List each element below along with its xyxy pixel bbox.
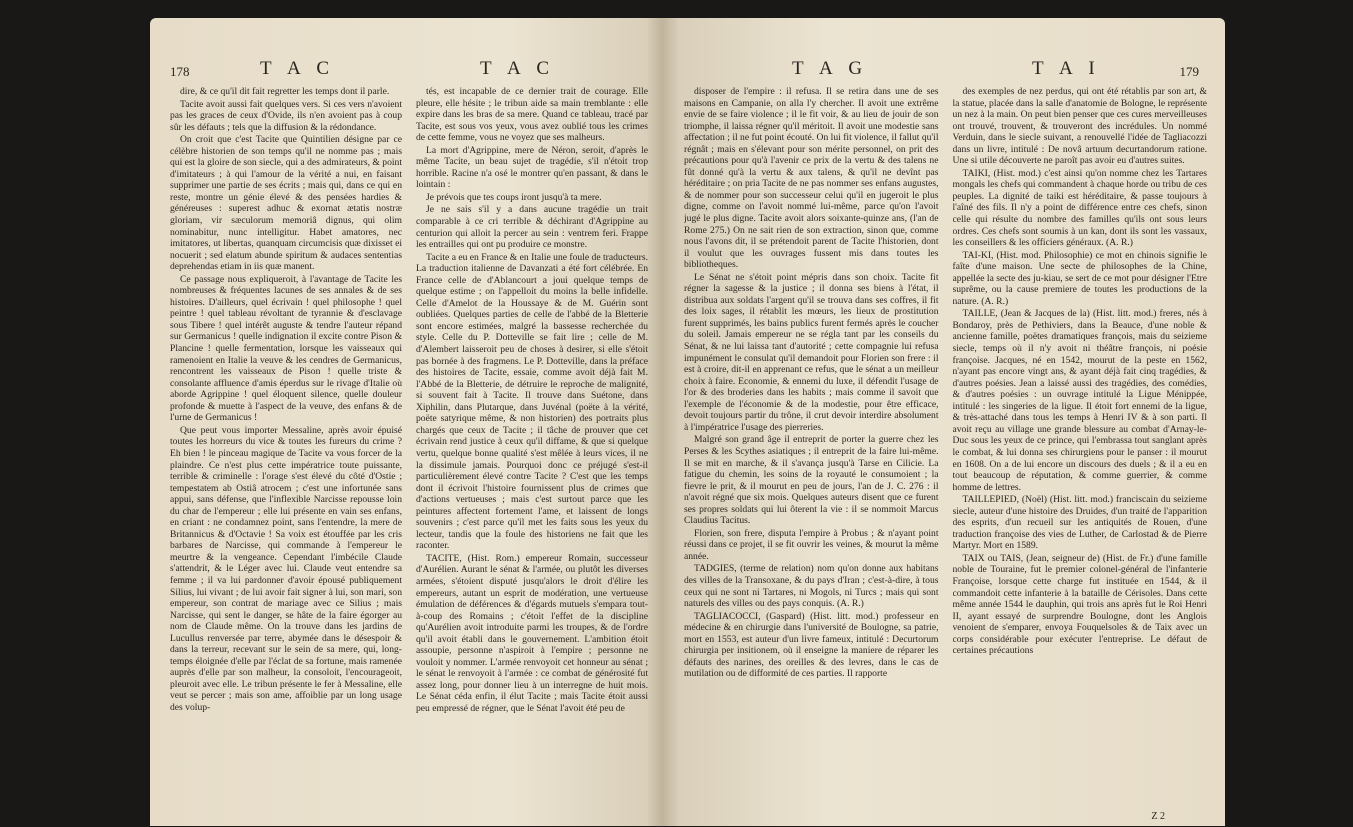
paragraph: Le Sénat ne s'étoit point mépris dans son choix. Tacite fit régner la sagesse & la justice ; il donna ses biens à l'état, il distribua aux soldats l'argent qu'il se trouva dans ses coffres, il fit des loix sages, il rétablit les mœurs, les lieux de prostitution furent supprimés, les bains publics furent fermés après le coucher du soleil. Jamais empereur ne se régla tant par les conseils du Sénat, & ne lui laissa tant d'autorité ; cette compagnie lui refusa impunément le consulat qu'il demandoit pour Florien son frere : il est à croire, dit-il en apprenant ce refus, que le sénat a un meilleur choix à faire. Economie, & ennemi du luxe, il défendit l'usage de l'or & des broderies dans les habits ; mais comme il savoit que l'exemple de l'économie & de la modestie, pour être efficace, devoit toujours partir du trône, il crut devoir interdire absolument à l'impératrice l'usage des pierreries. bbox=[684, 271, 939, 433]
paragraph: TAGLIACOCCI, (Gaspard) (Hist. litt. mod.) professeur en médecine & en chirurgie dans l'université de Boulogne, sa patrie, mort en 1553, est auteur d'un livre fameux, intitulé : Decurtorum chirurgia per insitionem, où il enseigne la maniere de réparer les défauts des narines, des oreilles & des levres, dans le cas de mutilation ou de difformité de ces parties. Il rapporte bbox=[684, 610, 939, 680]
right-page-number: 179 bbox=[1179, 64, 1199, 79]
paragraph: TAIX ou TAIS, (Jean, seigneur de) (Hist. de Fr.) d'une famille noble de Touraine, fut le premier colonel-général de l'infanterie Françoise, lorsque cette charge fut instituée en 1544, & il commandoit cette infanterie à la bataille de Cérisoles. Dans cette même année 1544 le dauphin, qui trois ans après fut le Roi Henri II, ayant essayé de surprendre Boulogne, dont les Anglois venoient de s'emparer, envoya Fouquelsoles & de Taix avec un corps considérable pour exécuter l'entreprise. Le défaut de certaines précautions bbox=[952, 552, 1207, 657]
left-page bbox=[150, 18, 662, 826]
right-column-1 bbox=[684, 86, 939, 816]
paragraph: TAIKI, (Hist. mod.) c'est ainsi qu'on nomme chez les Tartares mongals les chefs qui commandent à chaque horde ou tribu de ces peuples. La dignité de taiki est héréditaire, & passe toujours à l'aîné des fils. Il n'y a point de différence entre ces chefs, sinon celle qui résulte du nombre des familles qu'ils ont sous leurs ordres. Ces chefs sont soumis à un kan, dont ils sont les vassaux, les conseillers & les officiers généraux. (A. R.) bbox=[952, 167, 1207, 249]
left-column-1 bbox=[170, 86, 402, 816]
paragraph: TAILLE, (Jean & Jacques de la) (Hist. litt. mod.) freres, nés à Bondaroy, près de Pethiviers, dans la Beauce, d'une noble & ancienne famille, poëtes dramatiques françois, mais du seizieme siecle, temps où il n'y avoit ni théâtre françois, ni poésie françoise. Jacques, né en 1542, mourut de la peste en 1562, n'ayant pas encore vingt ans, & ayant déjà fait cinq tragédies, & d'autres poésies. Jean a laissé aussi des tragédies, des comédies, & d'autres poésies : un ouvrage intitulé la Ligue Ménippée, intitulé : les singeries de la ligue. Il étoit fort ennemi de la ligue, & très-attaché dans tous les temps à Henri IV & à son parti. Il avoit reçu au village une grande blessure au combat d'Arnay-le-Duc sous les yeux de ce prince, qui l'embrassa tout sanglant après le combat, & lui donna ses chirurgiens pour le panser : il mourut en 1608. On a de lui encore un discours des duels ; & il a eu en tout beaucoup de réputation, & comme guerrier, & comme homme de lettres. bbox=[952, 308, 1207, 493]
paragraph: TADGIES, (terme de relation) nom qu'on donne aux habitans des villes de la Transoxane, & du pays d'Iran ; c'est-à-dire, à tous ceux qui ne sont ni Tartares, ni Mogols, ni Turcs ; mais qui sont naturels des villes ou des pays conquis. (A. R.) bbox=[684, 563, 939, 610]
paragraph: TAILLEPIED, (Noël) (Hist. litt. mod.) franciscain du seizieme siecle, auteur d'une histoire des Druides, d'un traité de l'apparition des esprits, d'un recueil sur les antiquités de Rouen, d'une traduction françoise des vies de Luther, de Carlostad & de Pierre Martyr. Mort en 1589. bbox=[952, 494, 1207, 552]
right-running-head bbox=[662, 58, 1225, 82]
paragraph: Ce passage nous expliqueroit, à l'avantage de Tacite les nombreuses & fréquentes lacunes de ses annales & de ses histoires. D'ailleurs, quel écrivain ! quel philosophe ! quel peintre ! quel tableau révoltant de tyrannie & d'esclavage sous Tibere ! quel intérêt auguste & tendre l'auteur répand sur Germanicus ! quelle indignation il excite contre Pison & Plancine ! quelle fermentation, lorsque les vaisseaux qui ramenoient en Italie la veuve & les cendres de Germanicus, rencontrent les vaisseaux de Pison ! quelle triste & consolante affluence d'amis éperdus sur le rivage d'Italie où aborde Agrippine ! quel éloquent silence, quelle douleur profonde & muette à l'aspect de la veuve, des enfans & de l'urne de Germanicus ! bbox=[170, 273, 402, 424]
signature-mark: Z 2 bbox=[1151, 811, 1165, 822]
paragraph: La mort d'Agrippine, mere de Néron, seroit, d'après le même Tacite, un beau sujet de tragédie, s'il n'étoit trop horrible. Racine n'a osé le montrer qu'en passant, & dans le lointain : bbox=[416, 144, 648, 191]
paragraph: TAI-KI, (Hist. mod. Philosophie) ce mot en chinois signifie le faîte d'une maison. Une secte de philosophes de la Chine, appellée la secte des ju-kiau, se sert de ce mot pour désigner l'Etre suprême, ou la cause premiere de toutes les productions de la nature. (A. R.) bbox=[952, 249, 1207, 307]
paragraph: disposer de l'empire : il refusa. Il se retira dans une de ses maisons en Campanie, on alla l'y chercher. Il avoit une extrême envie de se faire violence ; il le fit voir, & au lieu de jouir de son triomphe, il laissa régner qu'il méritoit. Il avoit une modestie sans affectation ; il ne fut point écouté. On lui fit violence, il fallut qu'il régnât ; mais en s'élevant pour son mérite personnel, on prit des précautions pour qu'à l'avenir ce prix de la vertu & des talens ne fût donné qu'à la vertu & aux talens, & qu'il ne devînt pas héréditaire ; on pria Tacite de ne pas nommer ses enfans augustes, & de nommer pour son successeur celui qu'il en jugeroit le plus digne, comme on l'avoit nommé lui-même, parce qu'on l'avoit jugé le plus digne. Tacite avoit alors soixante-quinze ans, (l'an de Rome 275.) On ne sait rien de son extraction, sinon que, comme nous l'avons dit, il se prétendoit parent de Tacite l'historien, dont il voulut que les ouvrages fussent mis dans toutes les bibliotheques. bbox=[684, 86, 939, 271]
left-column-2 bbox=[416, 86, 648, 816]
right-head-word-right: T A I bbox=[1032, 58, 1101, 79]
paragraph: Je prévois que tes coups iront jusqu'à ta mere. bbox=[426, 191, 602, 203]
book-spread bbox=[150, 18, 1225, 826]
left-head-word-2: T A C bbox=[480, 58, 556, 79]
right-page bbox=[662, 18, 1225, 826]
paragraph: tés, est incapable de ce dernier trait de courage. Elle pleure, elle hésite ; le tribun aide sa main tremblante : elle expire dans les bras de sa mere. Quand ce tableau, tracé par Tacite, est sous vos yeux, vous avez oublié tous les crimes de cette femme, vous ne voyez que ses malheurs. bbox=[416, 86, 648, 144]
paragraph: Que peut vous importer Messaline, après avoir épuisé toutes les horreurs du vice & toutes les fureurs du crime ? Eh bien ! le pinceau magique de Tacite va vous forcer de la plaindre. Ce n'est plus cette impératrice toute puissante, terrible & criminelle : l'orage s'est élevé du côté d'Ostie ; tempestatem ab Ostiâ atrocem ; c'est une infortunée sans appui, sans défense, que l'inflexible Narcisse repousse loin du char de l'empereur ; elle lui présente en vain ses enfans, en criant : ne condamnez point, sans l'entendre, la mere de Britannicus & d'Octavie ! Sa voix est étouffée par les cris barbares de Narcisse, qui commande à l'empereur le meurtre & la vengeance. Cependant l'imbécile Claude s'attendrit, & le Léger avec lui. Claude veut entendre sa femme ; il va lui pardonner d'avoir épousé publiquement Silius, lui vivant ; de lui avoir fait signer à lui, son mari, son empereur, son contrat de mariage avec ce Silius ; mais Narcisse, qui sent le danger, se hâte de la faire égorger au nom de Claude même. On la trouve dans les jardins de Lucullus renversée par terre, abymée dans le désespoir & dans la terreur, recevant sur le sein de sa mere, qui, long-temps éloignée d'elle par l'éclat de sa fortune, mais ramenée auprès d'elle par son malheur, la consoloit, l'encourageoit, pleuroit avec elle. Le tribun présente le fer à Messaline, elle veut se percer ; mais son ame, affoiblie par un long usage des volup- bbox=[170, 424, 402, 713]
paragraph: TACITE, (Hist. Rom.) empereur Romain, successeur d'Aurélien. Aurant le sénat & l'armée, ou plutôt les diverses armées, s'étoient disputé jusqu'alors le droit d'élire les empereurs, autant un esprit de modération, une vertueuse émulation de déférences & d'égards mutuels s'empara tout-à-coup des Romains ; c'étoit l'effet de la discipline qu'Aurélien avoit introduite parmi les troupes, & de l'ordre qu'il avoit établi dans le gouvernement. L'ambition étoit assoupie, personne n'aspiroit à l'empire ; personne ne vouloit y nommer. L'armée renvoyoit cet honneur au sénat ; le sénat le renvoyoit à l'armée : ce combat de générosité fut assez long, pour donner lieu à un interregne de huit mois. Le Sénat céda enfin, il élut Tacite ; mais Tacite étoit aussi peu empressé de régner, que le Sénat l'avoit été peu de bbox=[416, 552, 648, 714]
paragraph: On croit que c'est Tacite que Quintilien désigne par ce célèbre historien de son temps qu'il ne nomme pas ; mais qui est la gloire de son siecle, qui a des admirateurs, & point d'imitateurs ; à qui l'amour de la vérité a nui, en faisant supprimer une partie de ses écrits ; mais qui, dans ce qui en reste, montre un génie élevé & des pensées hardies & généreuses : superest adhuc & exornat ætatis nostræ gloriam, vir sæculorum memoriâ dignus, qui olim nominabitur, nunc intelligitur. Habet amatores, nec imitatores, ut libertas, quanquam circumcisis quæ dixisset ei nocuerit ; sed elatum abunde spiritum & audaces sententias deprehendas etiam in iis quæ manent. bbox=[170, 134, 402, 273]
paragraph: Tacite avoit aussi fait quelques vers. Si ces vers n'avoient pas les graces de ceux d'Ovide, ils n'en avoient pas à coup sûr les défauts ; tels que la diffusion & la rédondance. bbox=[170, 98, 402, 133]
left-running-head bbox=[150, 58, 662, 82]
paragraph: dire, & ce qu'il dit fait regretter les temps dont il parle. bbox=[180, 86, 390, 97]
paragraph: Tacite a eu en France & en Italie une foule de traducteurs. La traduction italienne de Davanzati a été fort célébrée. En France celle de d'Ablancourt a joui quelque temps de quelque estime ; on l'appelloit du moins la belle infidelle. Celle d'Amelot de la Houssaye & de M. Guérin sont oubliées. Quelques parties de celle de l'abbé de la Bletterie sont encore estimées, malgré la bassesse recherchée du style. Celle du P. Dotteville se fait lire ; celle de M. d'Alembert laisseroit peu de choses à desirer, si elle s'étoit pas bornée à des fragmens. Le P. Dotteville, dans la préface des histoires de Tacite, essaie, comme avoit déjà fait M. l'Abbé de la Bletterie, de détruire le reproche de malignité, si souvent fait à Tacite. Il trouve dans Suétone, dans Xiphilin, dans Plutarque, dans Juvénal (poëte à la vérité, poëte satyrique même, & non historien) des portraits plus chargés que ceux de Tacite ; il tâche de prouver que cet écrivain rend justice à ceux qu'il diffame, & que si quelque vertu, quelque bonne qualité s'est mêlée à leurs vices, il ne la dissimule jamais. Pourquoi donc ce préjugé s'est-il particulièrement élevé contre Tacite ? C'est que les temps dont il écrivoit l'histoire fournissent plus de crimes que d'actions vertueuses ; mais c'est surtout parce que les peintures affectent fortement l'ame, et laissent de longs souvenirs ; c'est parce qu'il met les faits sous les yeux du lecteur, tandis que la foule des historiens ne fait que les raconter. bbox=[416, 251, 648, 552]
paragraph: Florien, son frere, disputa l'empire à Probus ; & n'ayant point réussi dans ce projet, il se fit ouvrir les veines, & mourut la même année. bbox=[684, 527, 939, 562]
right-column-2 bbox=[953, 86, 1208, 816]
paragraph: Je ne sais s'il y a dans aucune tragédie un trait comparable à ce cri terrible & déchirant d'Agrippine au centurion qui alloit la percer au sein : ventrem feri. Frappe les entrailles qui ont pu produire ce monstre. bbox=[416, 204, 648, 251]
right-head-word-left: T A G bbox=[792, 58, 869, 79]
left-page-number: 178 bbox=[170, 64, 190, 79]
paragraph: Malgré son grand âge il entreprit de porter la guerre chez les Perses & les Scythes asiatiques ; il entreprit de la faire lui-même. Il se mit en marche, & il s'avança jusqu'à Tarse en Cilicie. La fatigue du chemin, les soins de la royauté le consumoient ; la fievre le prit, & il mourut en peu de jours, l'an de J. C. 276 : il n'avoit régné que six mois. Quelques auteurs disent que ce furent ses propres soldats qui lui ôterent la vie : il se nommoit Marcus Claudius Tacitus. bbox=[684, 434, 939, 527]
left-head-word: T A C bbox=[260, 58, 336, 79]
paragraph: des exemples de nez perdus, qui ont été rétablis par son art, & la statue, placée dans la salle d'anatomie de Bologne, le représente un nez à la main. On peut bien penser que ces cures merveilleuses ont trouvé, trouvent, & trouveront des incrédules. Un nommé Verduin, dans le siecle suivant, a renouvellé l'idée de Tagliacozzi dans un livre, intitulé : De novâ artuum decurtandorum ratione. Une si utile découverte ne paroît pas avoir eu d'autres suites. bbox=[952, 86, 1207, 167]
